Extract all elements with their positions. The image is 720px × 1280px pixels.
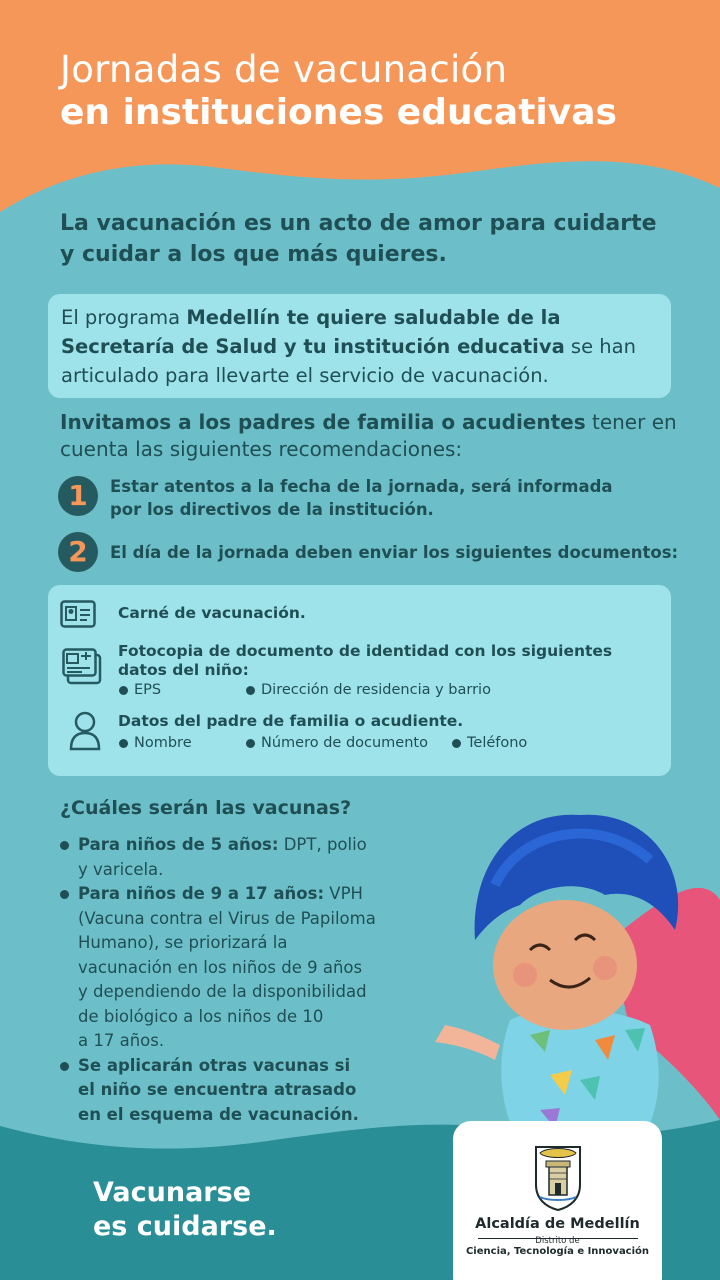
- vaccine-item-line: Humano), se priorizará la: [78, 933, 288, 952]
- title-line-1: Jornadas de vacunación: [60, 48, 508, 91]
- id-document-icon: [62, 648, 102, 686]
- vaccine-item-line: VPH: [324, 884, 363, 903]
- document-label-line-1: Fotocopia de documento de identidad con los siguientes: [118, 642, 613, 660]
- bullet-item: [452, 735, 527, 751]
- vaccine-item-line: y dependiendo de la disponibilidad: [78, 982, 367, 1001]
- lead-line-2: y cuidar a los que más quieres.: [60, 242, 447, 267]
- document-bullets: [119, 735, 527, 751]
- vaccine-item-bold: el niño se encuentra atrasado: [78, 1080, 357, 1099]
- program-box: [48, 294, 671, 398]
- step-1-line-2: por los directivos de la institución.: [110, 500, 434, 519]
- lead-line-1: La vacunación es un acto de amor para cuidarte: [60, 211, 657, 236]
- vaccine-item: [60, 833, 410, 882]
- vaccines-list: [60, 833, 410, 1127]
- program-prefix: El programa: [61, 306, 187, 329]
- vaccine-item-line: (Vacuna contra el Virus de Papiloma: [78, 908, 376, 928]
- child-illustration: [400, 790, 720, 1150]
- step-text: [110, 475, 613, 521]
- bullet-item: [119, 735, 246, 751]
- step-text: El día de la jornada deben enviar los siguientes documentos:: [110, 543, 679, 562]
- document-label: Carné de vacunación.: [118, 604, 306, 622]
- step-number-badge: 2: [58, 532, 98, 572]
- vaccines-title: ¿Cuáles serán las vacunas?: [60, 797, 352, 819]
- program-suffix: se han articulado para llevarte el servicio de vacunación.: [61, 335, 636, 387]
- bullet-item: [246, 735, 452, 751]
- vaccine-item-line: de biológico a los niños de 10: [78, 1006, 324, 1026]
- program-name: Medellín te quiere saludable de la Secretaría de Salud y tu institución educativa: [61, 306, 565, 358]
- bullet-text: Nombre: [134, 735, 192, 751]
- bullet-item: [119, 682, 246, 698]
- step-1: [58, 476, 613, 521]
- vaccine-item-line: y varicela.: [78, 859, 164, 879]
- document-label: Datos del padre de familia o acudiente.: [118, 712, 464, 730]
- page-title: [60, 48, 617, 134]
- slogan-line-2: es cuidarse.: [93, 1211, 277, 1242]
- document-bullets: [119, 682, 491, 698]
- vaccine-item-bold: en el esquema de vacunación.: [78, 1104, 359, 1124]
- step-2: [58, 532, 678, 572]
- title-line-2: en instituciones educativas: [60, 92, 617, 133]
- slogan: [93, 1176, 277, 1244]
- step-number-badge: 1: [58, 476, 98, 516]
- logo-subtitle-2: Ciencia, Tecnología e Innovación: [465, 1246, 650, 1257]
- bullet-text: Número de documento: [261, 735, 428, 751]
- document-label-line-2: datos del niño:: [118, 661, 249, 679]
- slogan-line-1: Vacunarse: [93, 1177, 252, 1208]
- vaccine-item: [60, 882, 410, 1054]
- coat-of-arms-icon: [532, 1143, 584, 1211]
- medellin-logo-card: [453, 1121, 662, 1280]
- bullet-text: Dirección de residencia y barrio: [261, 682, 491, 698]
- invite-bold: Invitamos a los padres de familia o acudientes: [60, 410, 586, 434]
- vaccine-item-bold: Para niños de 9 a 17 años:: [78, 884, 325, 903]
- bullet-text: EPS: [134, 682, 162, 698]
- person-icon: [68, 710, 102, 752]
- documents-box: [48, 585, 671, 776]
- invite-rest: tener en cuenta las siguientes recomendaciones:: [60, 410, 677, 461]
- bullet-item: [246, 682, 491, 698]
- logo-name: Alcaldía de Medellín: [475, 1216, 640, 1232]
- step-1-line-1: Estar atentos a la fecha de la jornada, será informada: [110, 477, 613, 496]
- vaccine-item-line: DPT, polio: [278, 835, 367, 854]
- vaccine-item-bold: Se aplicarán otras vacunas si: [78, 1055, 351, 1075]
- vaccine-item-line: a 17 años.: [78, 1031, 165, 1050]
- logo-subtitle-1: Distrito de: [535, 1236, 580, 1246]
- id-card-icon: [60, 600, 96, 628]
- vaccine-item: [60, 1054, 410, 1128]
- invite-text: [60, 409, 680, 463]
- bullet-text: Teléfono: [467, 735, 528, 751]
- lead-text: [60, 208, 680, 270]
- vaccine-item-line: vacunación en los niños de 9 años: [78, 957, 363, 977]
- document-label: [118, 642, 612, 680]
- vaccine-item-bold: Para niños de 5 años:: [78, 835, 279, 854]
